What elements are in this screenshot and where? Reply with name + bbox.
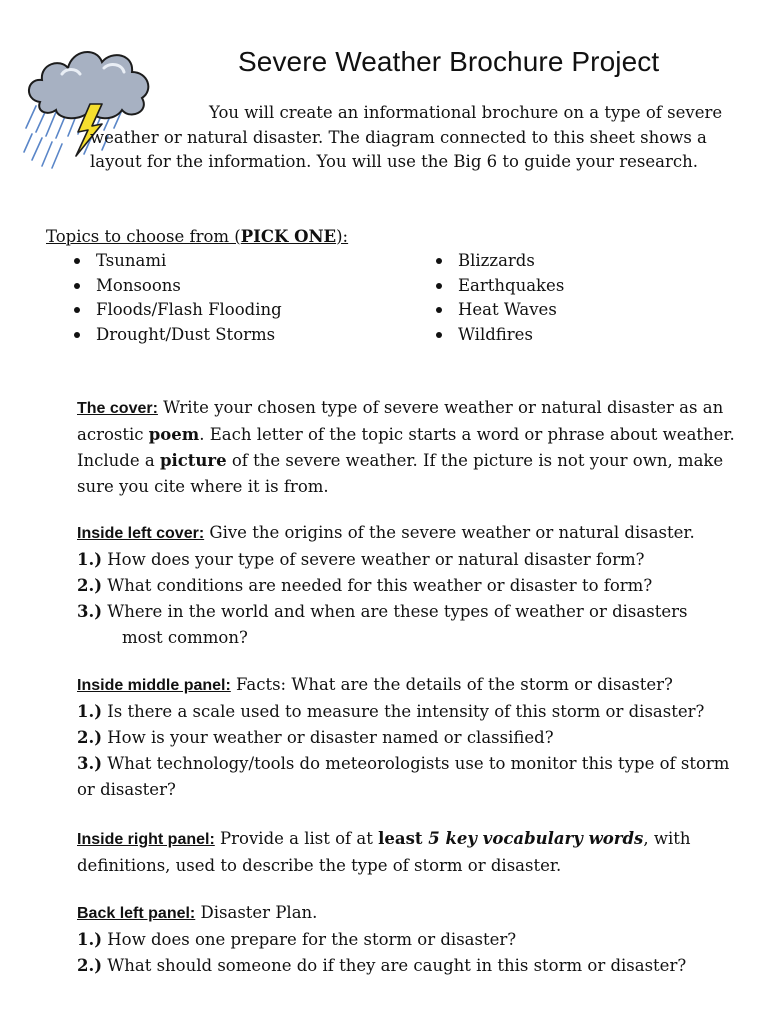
inside-left-text: Give the origins of the severe weather or natural disaster. bbox=[204, 523, 695, 542]
list-item: Monsoons bbox=[72, 274, 282, 299]
cover-bold-poem: poem bbox=[148, 425, 200, 444]
list-item: Drought/Dust Storms bbox=[72, 323, 282, 348]
inside-right-text-1: Provide a list of at bbox=[214, 829, 379, 848]
question-text: How does one prepare for the storm or disaster? bbox=[102, 930, 517, 949]
question-text: Is there a scale used to measure the intensity of this storm or disaster? bbox=[102, 702, 705, 721]
list-item: Wildfires bbox=[434, 323, 564, 348]
inside-right-section bbox=[77, 826, 737, 879]
question-item bbox=[77, 547, 737, 573]
list-item: Earthquakes bbox=[434, 274, 564, 299]
inside-middle-intro bbox=[77, 672, 737, 699]
question-number: 1.) bbox=[77, 702, 103, 721]
list-item: Blizzards bbox=[434, 249, 564, 274]
question-text: What technology/tools do meteorologists use to monitor this type of storm or disaster? bbox=[77, 754, 730, 799]
back-left-section bbox=[77, 900, 737, 979]
question-item bbox=[77, 573, 737, 599]
question-item bbox=[77, 927, 737, 953]
question-item bbox=[77, 953, 737, 979]
question-item bbox=[77, 599, 737, 625]
question-number: 1.) bbox=[77, 930, 103, 949]
inside-right-bold: least bbox=[378, 829, 429, 848]
question-text: Where in the world and when are these types of weather or disasters bbox=[102, 602, 688, 621]
question-number: 3.) bbox=[77, 602, 103, 621]
question-number: 2.) bbox=[77, 728, 103, 747]
inside-left-section bbox=[77, 520, 737, 651]
cover-label: The cover: bbox=[77, 400, 158, 417]
question-item bbox=[77, 699, 737, 725]
back-left-text: Disaster Plan. bbox=[195, 903, 318, 922]
question-number: 1.) bbox=[77, 550, 103, 569]
cover-text-2: . Each letter of the topic starts a word or phrase about weather. Include a bbox=[77, 425, 735, 470]
question-number: 2.) bbox=[77, 956, 103, 975]
cover-section bbox=[77, 395, 737, 500]
question-number: 2.) bbox=[77, 576, 103, 595]
cover-bold-picture: picture bbox=[159, 451, 227, 470]
inside-middle-text: Facts: What are the details of the storm or disaster? bbox=[230, 675, 673, 694]
cover-text-1: Write your chosen type of severe weather or natural disaster as an acrostic bbox=[77, 398, 724, 444]
topics-heading-prefix: Topics to choose from ( bbox=[46, 227, 241, 246]
question-item bbox=[77, 751, 737, 803]
inside-left-label: Inside left cover: bbox=[77, 525, 205, 542]
list-item: Tsunami bbox=[72, 249, 282, 274]
question-number: 3.) bbox=[77, 754, 103, 773]
list-item: Floods/Flash Flooding bbox=[72, 298, 282, 323]
topics-heading-emphasis: PICK ONE bbox=[240, 227, 337, 246]
question-continuation: most common? bbox=[122, 628, 248, 647]
back-left-intro bbox=[77, 900, 737, 927]
inside-middle-label: Inside middle panel: bbox=[77, 677, 231, 694]
back-left-label: Back left panel: bbox=[77, 905, 196, 922]
question-item bbox=[77, 725, 737, 751]
inside-left-intro bbox=[77, 520, 737, 547]
question-text: How is your weather or disaster named or classified? bbox=[102, 728, 554, 747]
cover-text-3: of the severe weather. If the picture is not your own, make sure you cite where it is from. bbox=[77, 451, 724, 496]
page-title: Severe Weather Brochure Project bbox=[238, 46, 660, 77]
inside-right-bold-italic: 5 key vocabulary words bbox=[428, 829, 644, 848]
list-item: Heat Waves bbox=[434, 298, 564, 323]
inside-right-text-2: , with definitions, used to describe the type of storm or disaster. bbox=[77, 829, 691, 875]
topic-list-left bbox=[72, 249, 282, 347]
question-text: What should someone do if they are caught in this storm or disaster? bbox=[102, 956, 687, 975]
question-text: What conditions are needed for this weather or disaster to form? bbox=[102, 576, 653, 595]
intro-paragraph: You will create an informational brochure on a type of severe weather or natural disaster. The diagram connected to this sheet shows a layout for the information. You will use the Big 6 to guide your research. bbox=[90, 103, 723, 171]
question-text: How does your type of severe weather or natural disaster form? bbox=[102, 550, 645, 569]
topics-heading-suffix: ): bbox=[336, 227, 349, 246]
topics-heading bbox=[46, 226, 348, 248]
topic-list-right bbox=[434, 249, 564, 347]
inside-right-label: Inside right panel: bbox=[77, 831, 215, 848]
inside-middle-section bbox=[77, 672, 737, 803]
